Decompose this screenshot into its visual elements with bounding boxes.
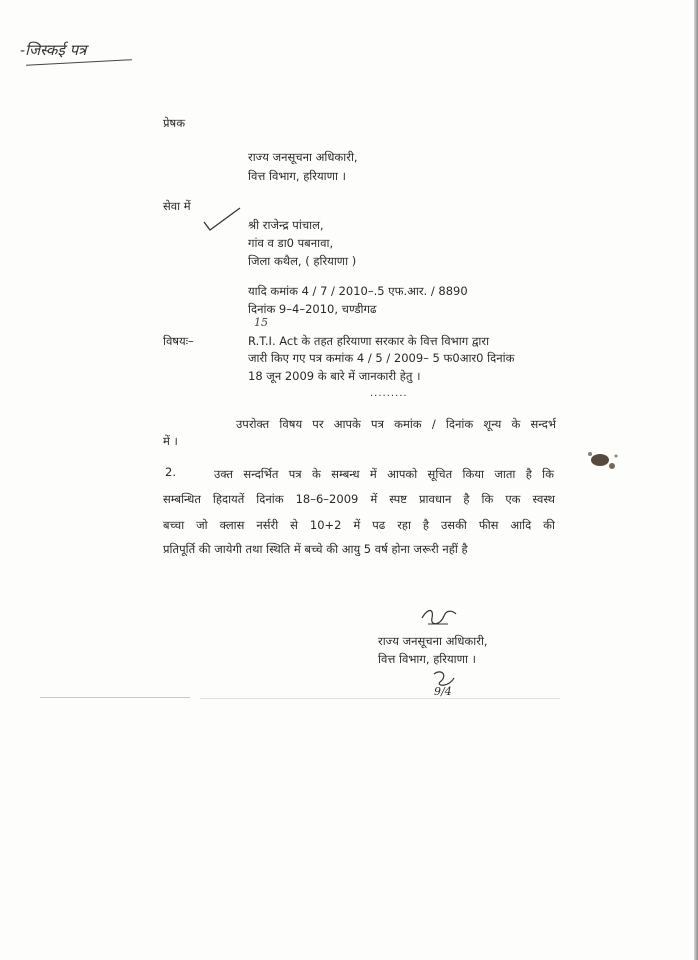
sender-line-2: वित्त विभाग, हरियाणा । <box>248 169 346 183</box>
tick-mark-icon <box>202 206 242 232</box>
recipient-label: सेवा में <box>163 199 191 213</box>
paragraph-2-line-2: सम्बन्धित हिदायतें दिनांक 18–6–2009 में स्पष्ट प्रावधान है कि एक स्वस्थ <box>163 492 555 506</box>
page-edge <box>694 0 698 960</box>
recipient-line-3: जिला कथैल, ( हरियाणा ) <box>248 254 357 268</box>
ink-stain <box>584 448 620 474</box>
paragraph-2-line-1: उक्त सन्दर्भित पत्र के सम्बन्ध में आपको सूचित किया जाता है कि <box>214 467 554 481</box>
subject-line-2: जारी किए गए पत्र कमांक 4 / 5 / 2009– 5 फ0आर0 दिनांक <box>248 351 515 365</box>
handwritten-date-note: 15 <box>254 316 268 329</box>
handwritten-underline <box>26 59 132 66</box>
sender-line-1: राज्य जनसूचना अधिकारी, <box>248 150 358 164</box>
subject-label: विषयः– <box>163 334 194 348</box>
scan-line <box>200 698 560 699</box>
subject-line-3: 18 जून 2009 के बारे में जानकारी हेतु । <box>248 369 421 383</box>
sender-label: प्रेषक <box>163 116 186 130</box>
reference-date: दिनांक 9–4–2010, चण्डीगढ <box>248 302 377 316</box>
paragraph-2-line-4: प्रतिपूर्ति की जायेगी तथा स्थिति में बच्चे की आयु 5 वर्ष होना जरूरी नहीं है <box>163 542 468 556</box>
initials-date-note: 9/4 <box>434 685 452 698</box>
paragraph-1-line-2: में । <box>163 434 178 448</box>
handwritten-note: -जिस्कई पत्र <box>20 41 87 59</box>
recipient-line-1: श्री राजेन्द्र पांचाल, <box>248 218 324 232</box>
reference-number: यादि कमांक 4 / 7 / 2010–.5 एफ.आर. / 8890 <box>248 284 468 298</box>
signature-line-2: वित्त विभाग, हरियाणा । <box>378 652 476 666</box>
recipient-line-2: गांव व डा0 पबनावा, <box>248 236 334 250</box>
scan-line <box>40 697 190 698</box>
paragraph-2-line-3: बच्चा जो क्लास नर्सरी से 10+2 में पढ रहा है उसकी फीस आदि की <box>163 518 555 532</box>
signature-mark <box>418 604 460 632</box>
paragraph-2-number: 2. <box>165 465 176 479</box>
paragraph-1-line-1: उपरोक्त विषय पर आपके पत्र कमांक / दिनांक शून्य के सन्दर्भ <box>236 417 556 431</box>
signature-line-1: राज्य जनसूचना अधिकारी, <box>378 634 488 648</box>
subject-dots: ......... <box>370 388 408 399</box>
subject-line-1: R.T.I. Act के तहत हरियाणा सरकार के वित्त विभाग द्वारा <box>248 334 490 348</box>
